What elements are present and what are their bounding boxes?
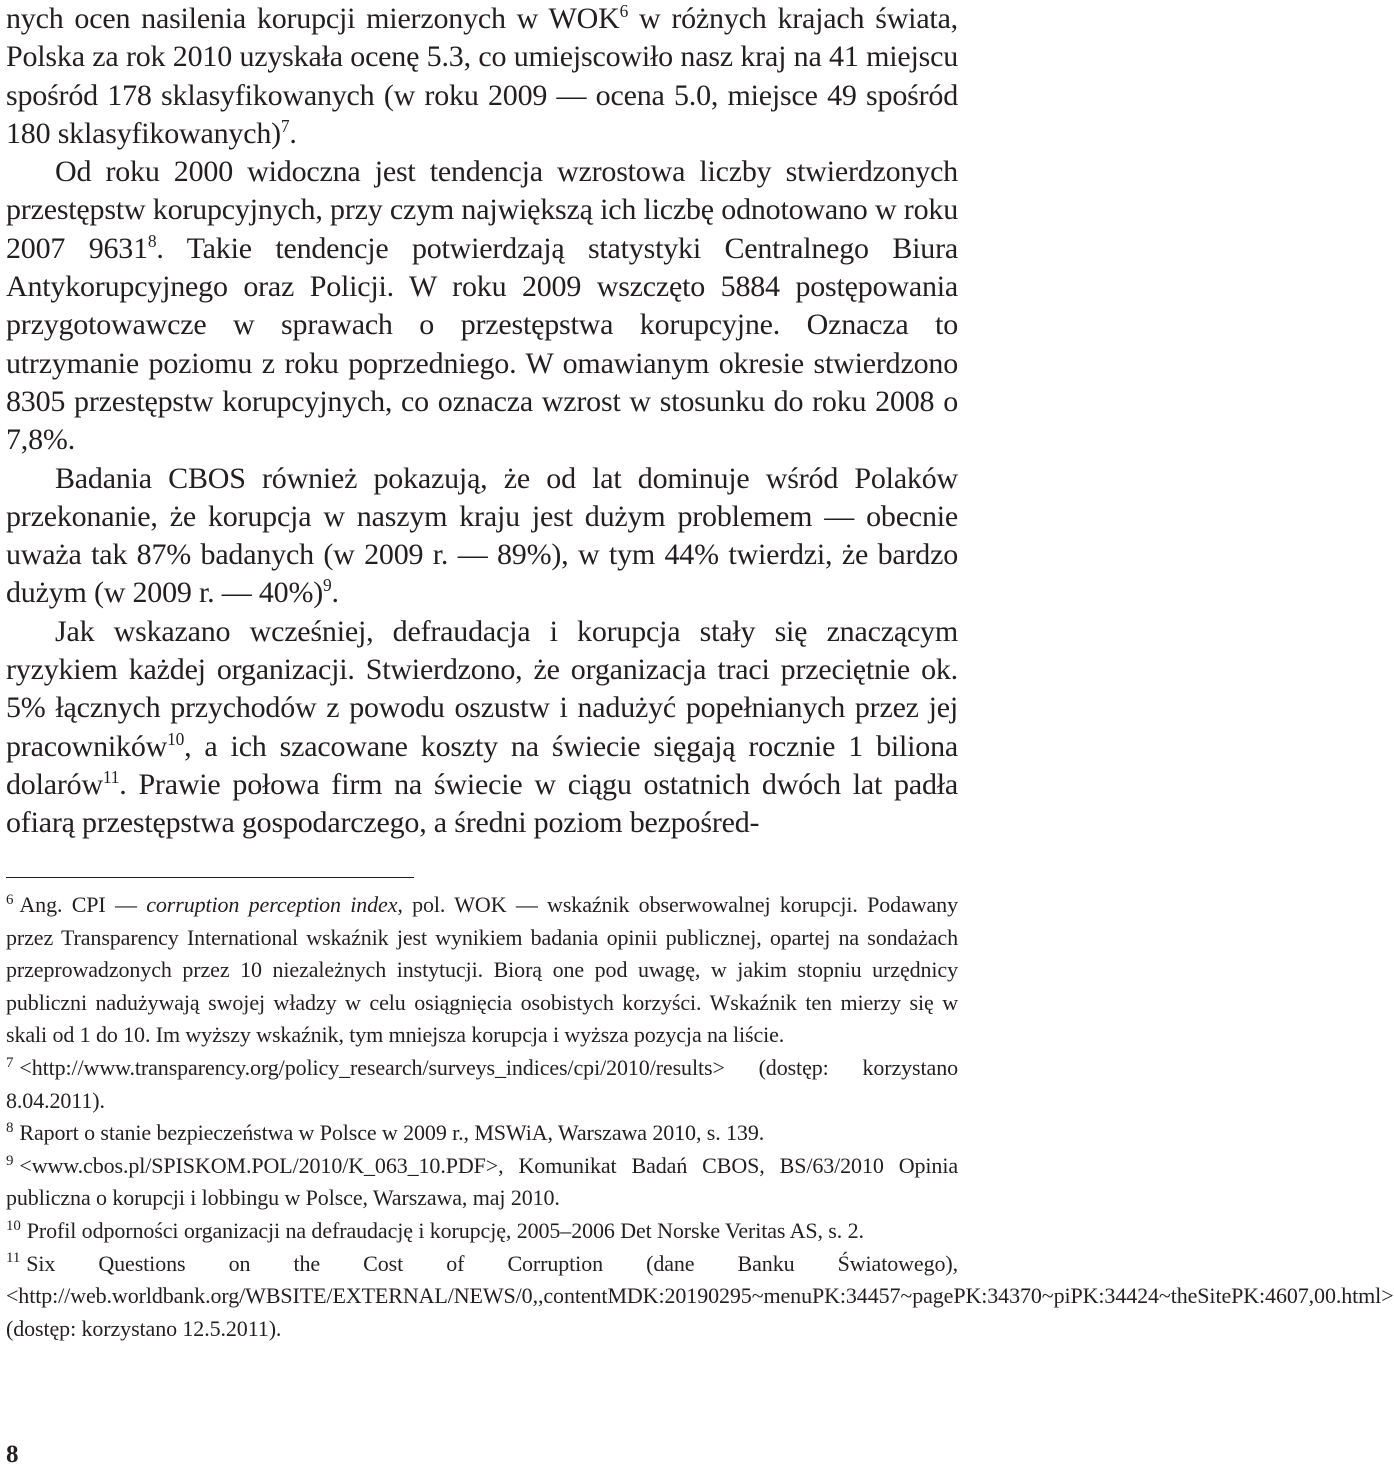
footnote-text-cont: , pol. WOK — wskaźnik obserwowalnej korupcji. Podawany przez Transparency International wskaźnik jest wynikiem badania opinii publicznej, opartej na sondażach przeprowadzonych przez 10 niezależnych instytucji. Biorą one pod uwagę, w jakim stopniu urzędnicy publiczni nadużywają swojej władzy w celu osiągnięcia osobistych korzyści. Wskaźnik ten mierzy się w skali od 1 do 10. Im wyższy wskaźnik, tym mniejsza korupcja i wyższa pozycja na liście. [6, 892, 958, 1048]
paragraph-1 [6, 0, 958, 153]
footnote-8 [6, 1117, 958, 1150]
footnote-ref-7: 7 [280, 116, 290, 137]
paragraph-3-text: Badania CBOS również pokazują, że od lat dominuje wśród Polaków przekonanie, że korupcja w naszym kraju jest dużym problemem — obecnie uważa tak 87% badanych (w 2009 r. — 89%), w tym 44% twierdzi, że bardzo dużym (w 2009 r. — 40%) [6, 461, 958, 610]
paragraph-4-text-cont: , a ich szacowane koszty na świecie sięgają rocznie 1 biliona dolarów [6, 729, 958, 801]
paragraph-2-text-cont: . Takie tendencje potwierdzają statystyki Centralnego Biura Antykorupcyjnego oraz Policji. W roku 2009 wszczęto 5884 postępowania przygotowawcze w sprawach o przestępstwa korupcyjne. Oznacza to utrzymanie poziomu z roku poprzedniego. W omawianym okresie stwierdzono 8305 przestępstw korupcyjnych, co oznacza wzrost w stosunku do roku 2008 o 7,8%. [6, 231, 958, 457]
footnote-ref-10: 10 [167, 728, 185, 749]
footnotes [6, 889, 1394, 1345]
footnote-10 [6, 1215, 958, 1248]
footnote-text: Raport o stanie bezpieczeństwa w Polsce w 2009 r., MSWiA, Warszawa 2010, s. 139. [19, 1120, 765, 1146]
page-number: 8 [6, 1441, 19, 1468]
paragraph-4-text-end: . Prawie połowa firm na świecie w ciągu ostatnich dwóch lat padła ofiarą przestępstwa gospodarczego, a średni poziom bezpośred- [6, 767, 958, 840]
footnote-italic-term: corruption perception index [146, 892, 398, 917]
footnote-number: 8 [6, 1119, 14, 1136]
footnote-text: Ang. CPI — [19, 892, 147, 917]
footnote-6 [6, 889, 958, 1052]
paragraph-4 [6, 613, 958, 843]
paragraph-4-text: Jak wskazano wcześniej, defraudacja i korupcja stały się znaczącym ryzykiem każdej organizacji. Stwierdzono, że organizacja traci przeciętnie ok. 5% łącznych przychodów z powodu oszustw i nadużyć popełnianych przez jej pracowników [6, 614, 958, 763]
footnote-number: 6 [6, 891, 14, 908]
paragraph-1-text-cont: w różnych krajach świata, Polska za rok 2010 uzyskała ocenę 5.3, co umiejscowiło nasz kraj na 41 miejscu spośród 178 sklasyfikowanych (w roku 2009 — ocena 5.0, miejsce 49 spośród 180 sklasyfikowanych) [6, 2, 958, 150]
footnote-ref-9: 9 [323, 575, 332, 596]
footnote-number: 9 [6, 1152, 14, 1169]
footnote-text: <www.cbos.pl/SPISKOM.POL/2010/K_063_10.PDF>, Komunikat Badań CBOS, BS/63/2010 Opinia publiczna o korupcji i lobbingu w Polsce, Warszawa, maj 2010. [6, 1152, 958, 1211]
body-text [6, 0, 958, 843]
footnote-text: Profil odporności organizacji na defraudację i korupcję, 2005–2006 Det Norske Veritas AS, s. 2. [26, 1217, 864, 1243]
paragraph-1-text: nych ocen nasilenia korupcji mierzonych w WOK [6, 2, 620, 35]
footnote-ref-11: 11 [102, 767, 120, 788]
paragraph-2 [6, 153, 958, 459]
footnote-11 [6, 1248, 1394, 1346]
footnote-number: 11 [6, 1250, 21, 1267]
footnote-ref-8: 8 [147, 231, 157, 251]
footnote-7 [6, 1052, 958, 1117]
paragraph-2-text: Od roku 2000 widoczna jest tendencja wzrostowa liczby stwierdzonych przestępstw korupcyjnych, przy czym największą ich liczbę odnotowano w roku 2007 9631 [6, 155, 958, 265]
footnote-separator [6, 877, 414, 878]
paragraph-1-end: . [289, 116, 297, 150]
paragraph-3-end: . [331, 576, 339, 610]
paragraph-3 [6, 460, 958, 613]
footnote-text: Six Questions on the Cost of Corruption (dane Banku Światowego), <http://web.worldbank.org/WBSITE/EXTERNAL/NEWS/0,,contentMDK:20190295~menuPK:34457~pagePK:34370~piPK:34424~theSitePK:4607,00.html> (dostęp: korzystano 12.5.2011). [6, 1250, 1394, 1341]
footnote-number: 7 [6, 1054, 14, 1071]
footnote-ref-6: 6 [619, 1, 629, 22]
footnote-9 [6, 1150, 958, 1215]
footnote-number: 10 [6, 1217, 21, 1234]
footnote-text: <http://www.transparency.org/policy_research/surveys_indices/cpi/2010/results> (dostęp: korzystano 8.04.2011). [6, 1054, 958, 1113]
